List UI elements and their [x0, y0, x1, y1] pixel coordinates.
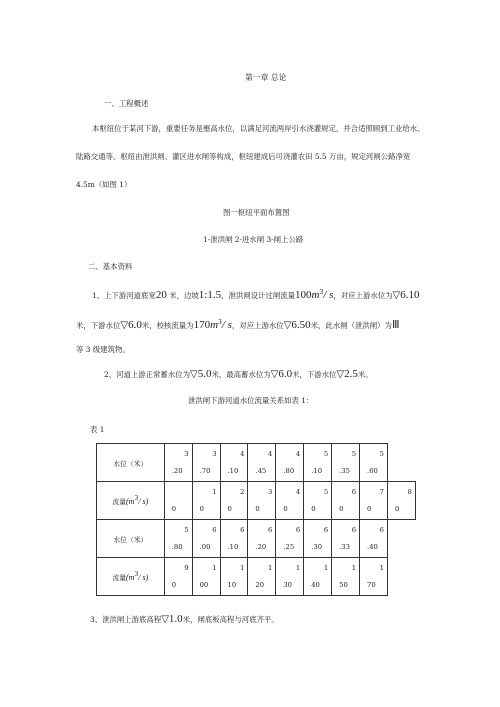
row-label-level: 水位（米） — [97, 444, 165, 482]
table-cell: 5 .80 — [164, 520, 192, 558]
table-label: 表 1 — [90, 425, 105, 434]
table-row — [97, 520, 416, 558]
table-cell: 3 .20 — [164, 444, 192, 482]
level-triangle-icon: ▽ — [270, 369, 279, 380]
table-cell: 6 .00 — [192, 520, 220, 558]
table-cell: 4 .80 — [276, 444, 304, 482]
overview-line-1: 本枢纽位于某河下游，重要任务是壅高水位，以满足河流两岸引水浇灌规定，并合适照顾到工业给水、 — [92, 124, 425, 133]
table-cell: 1 70 — [360, 558, 388, 596]
table-cell: 1 20 — [248, 558, 276, 596]
table-title: 泄洪闸下游河道水位流量关系如表 1： — [188, 396, 314, 405]
table-cell: 4 .10 — [220, 444, 248, 482]
overview-line-3: 4.5m（如图 1） — [76, 180, 132, 189]
table-cell: 6 .30 — [304, 520, 332, 558]
table-cell: 3 0 — [248, 482, 276, 520]
figure-legend: 1-泄洪闸 2-进水闸 3-闸上公路 — [203, 235, 304, 244]
table-cell: 4 .45 — [248, 444, 276, 482]
row-label-flow: 流量($m^3/$ s) — [97, 482, 165, 520]
table-cell: 6 0 — [332, 482, 360, 520]
table-body — [97, 444, 416, 596]
basic-data-para-2: 2、河道上游正常蓄水位为▽5.0米，最高蓄水位为▽6.0米，下游水位▽2.5米。 — [104, 368, 373, 380]
basic-data-para-3: 3、泄洪闸上游底高程▽1.0米，闸底板高程与河底齐平。 — [90, 613, 279, 625]
table-cell: 5 .60 — [360, 444, 388, 482]
table-cell: 6 .10 — [220, 520, 248, 558]
table-cell: 9 0 — [164, 558, 192, 596]
chapter-title: 第一章 总论 — [245, 73, 287, 82]
table-cell: 1 00 — [192, 558, 220, 596]
level-triangle-icon: ▽ — [392, 290, 401, 301]
figure-caption: 图一枢纽平面布置图 — [223, 208, 290, 217]
table-cell: 5 .35 — [332, 444, 360, 482]
table-cell: 1 30 — [276, 558, 304, 596]
overview-line-2: 陆路交通等。枢纽由泄洪闸、灌区进水闸等构成，枢纽建成后可浇灌农田 5.5 万亩，规定河闸公路净宽 — [76, 152, 411, 161]
table-cell: 2 0 — [220, 482, 248, 520]
table-cell: 3 .70 — [192, 444, 220, 482]
table-row — [97, 444, 416, 482]
table-row — [97, 482, 416, 520]
level-triangle-icon: ▽ — [120, 320, 129, 331]
table-cell: 4 0 — [276, 482, 304, 520]
table-cell: 1 50 — [332, 558, 360, 596]
table-cell: 1 0 — [192, 482, 220, 520]
section-2-heading: 二、基本资料 — [88, 262, 133, 271]
level-triangle-icon: ▽ — [336, 369, 345, 380]
table-cell: 6 .20 — [248, 520, 276, 558]
table-row — [97, 558, 416, 596]
table-cell: 0 — [164, 482, 192, 520]
level-triangle-icon: ▽ — [283, 320, 292, 331]
table-cell: 1 40 — [304, 558, 332, 596]
section-1-heading: 一、工程概述 — [104, 99, 149, 108]
row-label-flow: 流量($m^3/$ s) — [97, 558, 165, 596]
basic-data-para-1-line-3: 等 3 级建筑物。 — [76, 345, 130, 354]
level-triangle-icon: ▽ — [190, 369, 198, 380]
table-cell: 6 .25 — [276, 520, 304, 558]
table-cell: 6 .33 — [332, 520, 360, 558]
row-label-level: 水位（米） — [97, 520, 165, 558]
water-level-flow-table — [96, 443, 416, 596]
table-cell: 8 0 — [387, 482, 415, 520]
table-cell: 7 0 — [360, 482, 388, 520]
table-cell: 5 0 — [304, 482, 332, 520]
table-cell: 6 .40 — [360, 520, 388, 558]
table-cell: 5 .10 — [304, 444, 332, 482]
basic-data-para-1-line-1: 1、上下游河道底宽20 米，边坡1:1.5，泄洪闸设计过闸流量$100m^3/$ s，对应上游水位为▽6.10 — [92, 289, 420, 301]
basic-data-para-1-line-2: 米，下游水位▽6.0米，校核流量为$170m^3/$ s，对应上游水位▽6.50米，此水闸（泄洪闸）为Ⅲ — [76, 319, 400, 331]
table-cell: 1 10 — [220, 558, 248, 596]
level-triangle-icon: ▽ — [161, 614, 169, 625]
